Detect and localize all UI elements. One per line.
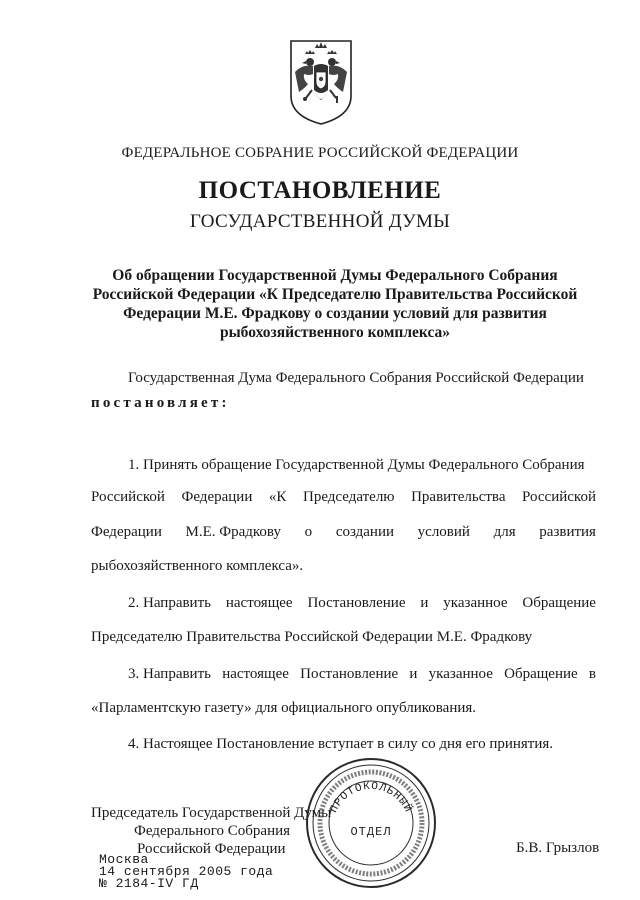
signatory-position-line: Федерального Собрания xyxy=(134,823,291,839)
subject-line: Об обращении Государственной Думы Федерального Собрания xyxy=(112,267,558,284)
subject-line: Федерации М.Е. Фрадкову о создании условий для развития xyxy=(123,305,547,322)
date: 14 сентября 2005 года xyxy=(99,864,274,879)
word: Федерации xyxy=(91,524,162,540)
svg-text:ПРОТОКОЛЬНЫЙ xyxy=(328,781,415,815)
word: развития xyxy=(539,524,596,540)
word: условий xyxy=(417,524,470,540)
official-stamp xyxy=(303,755,439,891)
word: для xyxy=(493,524,516,540)
paragraph-1-line-2 xyxy=(91,488,596,506)
place: Москва xyxy=(99,852,149,867)
word: Председателю xyxy=(302,489,395,505)
document-title: ПОСТАНОВЛЕНИЕ xyxy=(198,177,442,204)
word: Правительства xyxy=(411,489,506,505)
paragraph-1-line-1: 1. Принять обращение Государственной Думы Федерального Собрания xyxy=(128,457,585,473)
paragraph-2-line-2: Председателю Правительства Российской Федерации М.Е. Фрадкову xyxy=(91,629,533,645)
word: Российской xyxy=(91,489,165,505)
word: настоящее xyxy=(225,595,293,611)
stamp-center-text: ОТДЕЛ xyxy=(350,825,392,839)
word: в xyxy=(588,666,596,682)
stamp-arc-text: ПРОТОКОЛЬНЫЙ xyxy=(328,780,414,816)
word: Постановление xyxy=(307,595,406,611)
paragraph-2-line-1 xyxy=(128,594,596,612)
word: указанное xyxy=(443,595,508,611)
word: 2. Направить xyxy=(128,595,211,611)
document-subject xyxy=(80,266,590,342)
word: 3. Направить xyxy=(128,666,211,682)
word: Российской xyxy=(522,489,596,505)
word: «К xyxy=(268,489,287,505)
signatory-position-line: Российской Федерации xyxy=(137,841,286,857)
word: и xyxy=(420,595,429,611)
document-number: № 2184-IV ГД xyxy=(99,876,199,891)
preamble-text: Государственная Дума Федерального Собрания Российской Федерации xyxy=(128,370,584,386)
paragraph-1-line-3 xyxy=(91,523,596,541)
word: Обращение xyxy=(522,595,596,611)
word: М.Е. Фрадкову xyxy=(185,524,281,540)
document-issuer: ГОСУДАРСТВЕННОЙ ДУМЫ xyxy=(189,211,451,232)
subject-line: рыбохозяйственного комплекса» xyxy=(219,324,451,341)
word: настоящее xyxy=(222,666,289,682)
word: Обращение xyxy=(504,666,578,682)
paragraph-4-line-1: 4. Настоящее Постановление вступает в силу со дня его принятия. xyxy=(128,736,554,752)
word: указанное xyxy=(428,666,493,682)
double-headed-eagle-icon xyxy=(288,38,354,126)
decree-word: постановляет: xyxy=(91,395,230,411)
word: о xyxy=(304,524,313,540)
word: создании xyxy=(335,524,394,540)
state-emblem xyxy=(288,38,354,126)
paragraph-3-line-2: «Парламентскую газету» для официального опубликования. xyxy=(91,700,477,716)
organization-heading: ФЕДЕРАЛЬНОЕ СОБРАНИЕ РОССИЙСКОЙ ФЕДЕРАЦИИ xyxy=(121,145,519,161)
word: и xyxy=(409,666,418,682)
signatory-name: Б.В. Грызлов xyxy=(516,840,600,856)
paragraph-1-line-4: рыбохозяйственного комплекса». xyxy=(91,558,304,574)
signatory-position-line: Председатель Государственной Думы xyxy=(91,805,332,821)
subject-line: Российской Федерации «К Председателю Правительства Российской xyxy=(92,286,578,303)
word: Постановление xyxy=(300,666,399,682)
paragraph-3-line-1 xyxy=(128,665,596,683)
word: Федерации xyxy=(181,489,253,505)
